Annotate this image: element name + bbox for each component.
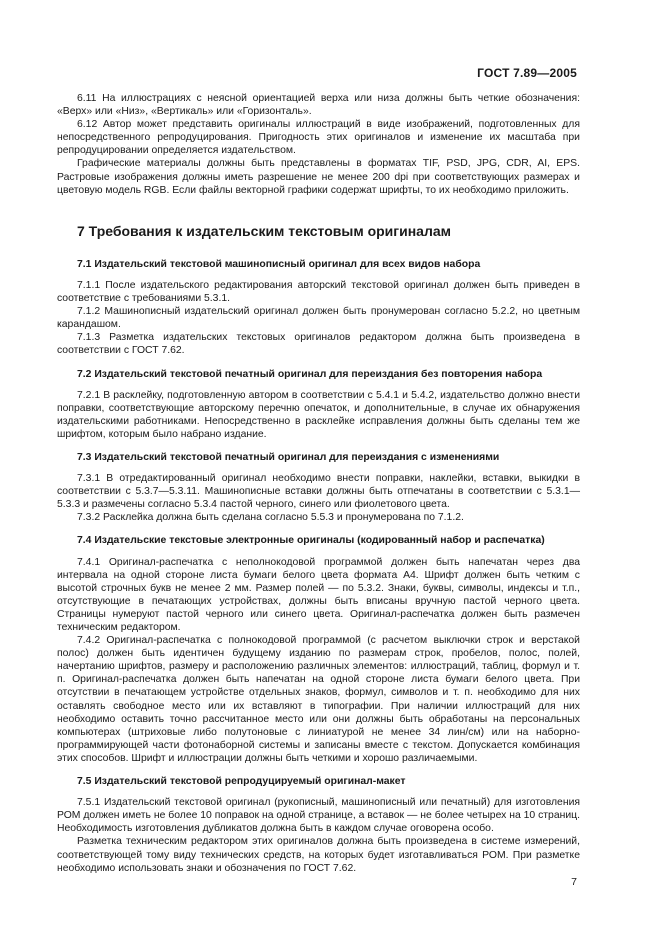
- document-header-standard: ГОСТ 7.89—2005: [477, 66, 577, 80]
- paragraph-6-12: 6.12 Автор может представить оригиналы иллюстраций в виде изображений, подготовленных для непосредственного репродуцирования. Пригодность этих оригиналов и изменение их масштаба при репродуцировании определяется издательством.: [57, 119, 580, 157]
- paragraph-6-11: 6.11 На иллюстрациях с неясной ориентацией верха или низа должны быть четкие обозначения: «Верх» или «Низ», «Вертикаль» или «Горизонталь».: [57, 93, 580, 118]
- paragraph-7-3-1: 7.3.1 В отредактированный оригинал необходимо внести поправки, наклейки, вставки, выкидки в соответствии с 5.3.7—5.3.11. Машинописные вставки должны быть отпечатаны в соответствии с 5.3.1—5.3.3 и размечены согласно 5.3.4 пастой черного, синего или фиолетового цвета.: [57, 473, 580, 511]
- page-number: 7: [571, 876, 577, 888]
- subsection-7-1-title: 7.1 Издательский текстовой машинописный оригинал для всех видов набора: [77, 258, 481, 270]
- paragraph-graphics-formats: Графические материалы должны быть представлены в форматах TIF, PSD, JPG, CDR, AI, EPS. Растровые изображения должны иметь разрешение не менее 200 dpi при соответствующих размерах и цветовую модель RGB. Если файлы векторной графики содержат шрифты, то их необходимо приложить.: [57, 158, 580, 196]
- subsection-7-2-title: 7.2 Издательский текстовой печатный оригинал для переиздания без повторения набора: [77, 368, 543, 380]
- page-content: [57, 92, 580, 875]
- paragraph-7-4-1: 7.4.1 Оригинал-распечатка с неполнокодовой программой должен быть напечатан через два интервала на одной стороне листа бумаги белого цвета формата А4. Шрифт должен быть четким с высотой строчных букв не менее 2 мм. Размер полей — по 5.3.2. Знаки, буквы, символы, индексы и т.п., отсутствующие в печатающих устройствах, должны быть вписаны вручную пастой черного цвета. Страницы нумеруют пастой черного или синего цвета. Оригинал-распечатка должен быть размечен техническим редактором.: [57, 556, 580, 633]
- paragraph-7-1-1: 7.1.1 После издательского редактирования авторский текстовой оригинал должен быть приведен в соответствие с требованиями 5.3.1.: [57, 279, 580, 305]
- paragraph-7-1-3: 7.1.3 Разметка издательских текстовых оригиналов редактором должна быть произведена в соответствии с ГОСТ 7.62.: [57, 332, 580, 357]
- paragraph-7-1-2: 7.1.2 Машинописный издательский оригинал должен быть пронумерован согласно 5.2.2, но цветным карандашом.: [57, 306, 580, 331]
- section-7-title: 7 Требования к издательским текстовым оригиналам: [77, 222, 452, 239]
- subsection-7-3-title: 7.3 Издательский текстовой печатный оригинал для переиздания с изменениями: [77, 451, 500, 463]
- paragraph-7-2-1: 7.2.1 В расклейку, подготовленную автором в соответствии с 5.4.1 и 5.4.2, издательство должно внести поправки, соответствующие авторскому перечню опечаток, и дополнительные, в случае их обнаружения издательскими работниками. Непосредственно в расклейке исправления должны быть сделаны тем же шрифтом, которым было набрано издание.: [57, 389, 580, 440]
- paragraph-7-3-2: 7.3.2 Расклейка должна быть сделана согласно 5.5.3 и пронумерована по 7.1.2.: [77, 512, 464, 524]
- subsection-7-5-title: 7.5 Издательский текстовой репродуцируемый оригинал-макет: [77, 776, 406, 788]
- paragraph-7-4-2: 7.4.2 Оригинал-распечатка с полнокодовой программой (с расчетом выключки строк и верстакой полос) должен быть идентичен будущему изданию по размерам строк, пробелов, полос, полей, начертанию шрифтов, размеру и расположению различных элементов: иллюстраций, таблиц, формул и т. п. Оригинал-распечатка должен быть напечатан на одной стороне листа бумаги белого цвета. При отсутствии в печатающем устройстве отдельных знаков, формул, символов и т. п. необходимо для них оставлять свободное место или их вставляют в типографии. При наличии иллюстраций для них необходимо оставить точно рассчитанное место или они должны быть обработаны на персональных компьютерах (штриховые либо полутоновые с линиатурой не менее 34 лин/см) или на наборно-программирующей части фотонаборной системы и записаны вместе с текстом. Допускается комбинация этих способов. Шрифт и иллюстрации должны быть четкими и хорошо различаемыми.: [57, 635, 580, 764]
- paragraph-7-5-1: 7.5.1 Издательский текстовой оригинал (рукописный, машинописный или печатный) для изготовления РОМ должен иметь не более 10 поправок на одной странице, а вставок — не более четырех на 10 страниц. Необходимость изготовления дубликатов должна быть в каждом случае оговорена особо.: [57, 797, 580, 835]
- subsection-7-4-title: 7.4 Издательские текстовые электронные оригиналы (кодированный набор и распечатка): [77, 535, 545, 547]
- paragraph-7-5-markup: Разметка техническим редактором этих оригиналов должна быть произведена в системе измерений, соответствующей тому виду технических средств, на которых будет изготавливаться РОМ. При разметке необходимо использовать знаки и обозначения по ГОСТ 7.62.: [57, 836, 580, 874]
